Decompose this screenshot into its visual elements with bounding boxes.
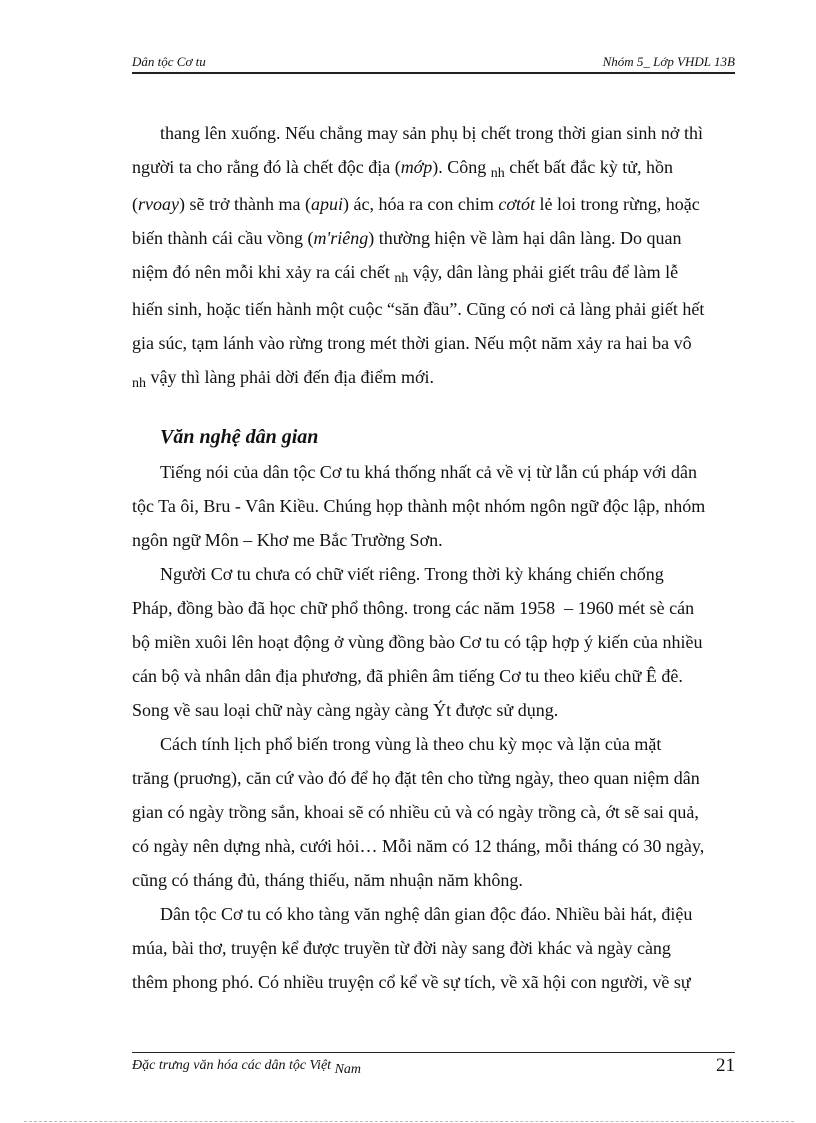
term-rvoay: rvoay [138,194,179,214]
text-line: gian có ngày trồng sắn, khoai sẽ có nhiều củ và có ngày trồng cà, ớt sẽ sai quả, [132,802,699,822]
text-line [132,221,736,255]
paragraph-4 [132,727,736,897]
text-run: gia súc, tạm lánh vào rừng trong mét thời gian. Nếu một năm xảy ra hai ba vô [132,333,692,353]
text-run: người ta cho rằng đó là chết độc địa (mớp). Công $_{nh}$ chết bất đắc kỳ tử, hồn [132,157,674,181]
page-edge-divider [24,1121,794,1122]
text-line [132,187,736,221]
text-line [132,255,736,292]
text-line: tộc Ta ôi, Bru - Vân Kiều. Chúng họp thành một nhóm ngôn ngữ độc lập, nhóm [132,496,706,516]
page-footer [132,1052,735,1081]
header-left: Dân tộc Cơ tu [132,54,206,69]
text-line: múa, bài thơ, truyện kể được truyền từ đời này sang đời khác và ngày càng [132,938,671,958]
term-mop: mớp [400,157,433,177]
text-line: thêm phong phó. Có nhiều truyện cổ kể về sự tích, về xã hội con người, về sự [132,972,691,992]
subscript-fragment: nh [490,166,505,181]
text-line: Pháp, đồng bào đã học chữ phổ thông. trong các năm 1958 – 1960 mét sè cán [132,598,695,618]
text-line: có ngày nên dựng nhà, cưới hỏi… Mỗi năm có 12 tháng, mỗi tháng có 30 ngày, [132,836,705,856]
section-heading: Văn nghệ dân gian [160,426,319,448]
text-line: Cách tính lịch phổ biến trong vùng là theo chu kỳ mọc và lặn của mặt [160,734,662,754]
text-line: Tiếng nói của dân tộc Cơ tu khá thống nhất cả về vị từ lẫn cú pháp với dân [160,462,698,482]
header-right: Nhóm 5_ Lớp VHDL 13B [602,54,735,69]
term-apui: apui [310,194,343,214]
text-line [132,360,736,397]
text-line: ngôn ngữ Môn – Khơ me Bắc Trường Sơn. [132,530,443,550]
text-line: cán bộ và nhân dân địa phương, đã phiên âm tiếng Cơ tu theo kiểu chữ Ê đê. [132,666,683,686]
text-line: Dân tộc Cơ tu có kho tàng văn nghệ dân gian độc đáo. Nhiều bài hát, điệu [160,904,693,924]
paragraph-1 [132,116,736,397]
text-line [132,292,736,326]
text-line [132,116,736,150]
footer-title: Đặc trưng văn hóa các dân tộc Việt Nam [132,1058,362,1077]
paragraph-5 [132,897,736,999]
subscript-fragment: nh [394,271,409,286]
paragraph-2 [132,455,736,557]
text-run: niệm đó nên mỗi khi xảy ra cái chết $_{nh}$ vậy, dân làng phải giết trâu để làm lễ [132,262,679,286]
text-line [132,326,736,360]
page-header [132,54,735,74]
term-cotot: cơtót [498,194,536,214]
page-number: 21 [716,1055,735,1076]
text-run: (rvoay) sẽ trở thành ma (apui) ác, hóa ra con chim cơtót lẻ loi trong rừng, hoặc [132,194,700,214]
text-run: thang lên xuống. Nếu chẳng may sản phụ bị chết trong thời gian sinh nở thì [160,123,703,143]
text-line [132,150,736,187]
text-line: cũng có tháng đủ, tháng thiếu, năm nhuận năm không. [132,870,523,890]
document-body [132,116,736,999]
text-line: bộ miền xuôi lên hoạt động ở vùng đồng bào Cơ tu có tập hợp ý kiến của nhiều [132,632,703,652]
subscript-fragment: nh [132,376,146,391]
text-run: biến thành cái cầu vồng (m'riêng) thường hiện về làm hại dân làng. Do quan [132,228,682,248]
text-run: $_{nh}$ vậy thì làng phải dời đến địa điểm mới. [132,367,434,391]
term-mrieng: m'riêng [313,228,369,248]
text-line: Người Cơ tu chưa có chữ viết riêng. Trong thời kỳ kháng chiến chống [160,564,664,584]
text-run: hiến sinh, hoặc tiến hành một cuộc “săn đầu”. Cũng có nơi cả làng phải giết hết [132,299,705,319]
paragraph-3 [132,557,736,727]
text-line: trăng (pruơng), căn cứ vào đó để họ đặt tên cho từng ngày, theo quan niệm dân [132,768,700,788]
text-line: Song về sau loại chữ này càng ngày càng Ýt được sử dụng. [132,700,559,720]
